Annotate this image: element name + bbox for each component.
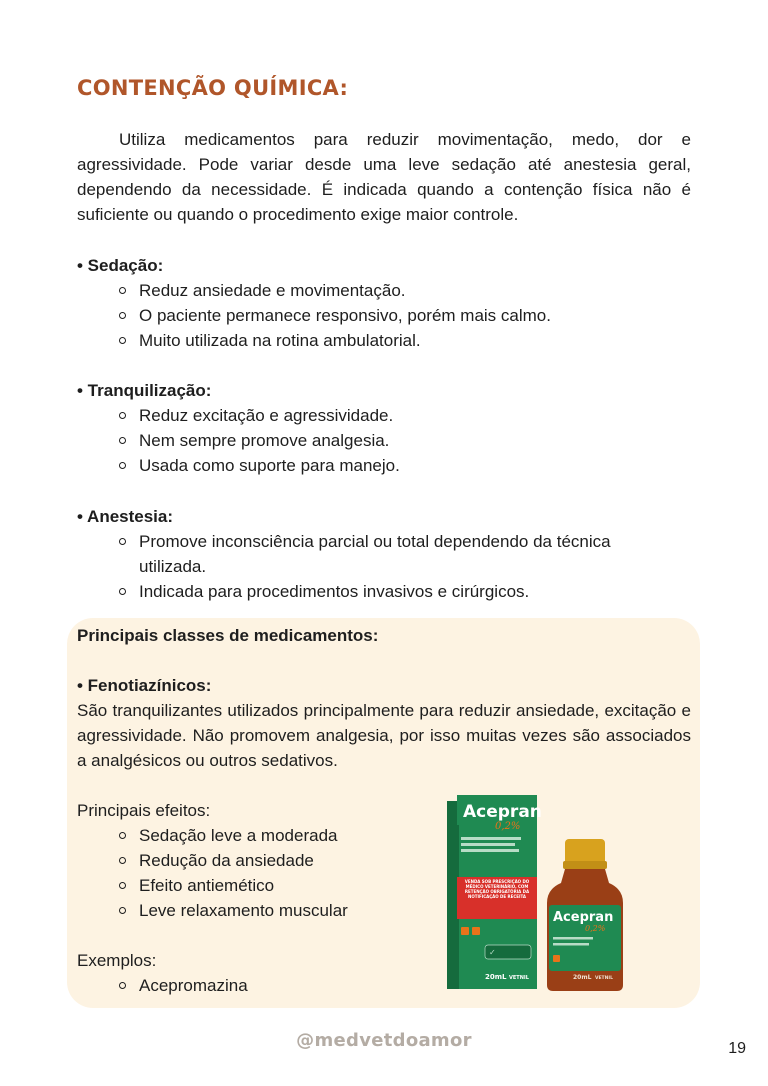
section-heading: • Tranquilização: bbox=[77, 381, 212, 400]
sub-list bbox=[77, 403, 697, 478]
list-item: Efeito antiemético bbox=[139, 873, 691, 898]
watermark-handle: @medvetdoamor bbox=[296, 1030, 472, 1051]
class-heading: • Fenotiazínicos: bbox=[77, 676, 212, 695]
box-brand: Acepran bbox=[463, 802, 542, 822]
list-item: Promove inconsciência parcial ou total dependendo da técnica utilizada. bbox=[139, 529, 657, 579]
section-tranquilizacao bbox=[77, 378, 697, 478]
circle-bullet-icon bbox=[119, 312, 126, 319]
circle-bullet-icon bbox=[119, 287, 126, 294]
circle-bullet-icon bbox=[119, 857, 126, 864]
bottle-volume: 20mL bbox=[573, 974, 592, 981]
box-warning: VENDA SOB PRESCRIÇÃO DO MÉDICO VETERINÁRIO, COM RETENÇÃO OBRIGATÓRIA DA NOTIFICAÇÃO DE RECEITA bbox=[464, 879, 530, 899]
list-item: Redução da ansiedade bbox=[139, 848, 691, 873]
effects-label: Principais efeitos: bbox=[77, 801, 211, 820]
list-item: Indicada para procedimentos invasivos e cirúrgicos. bbox=[139, 579, 657, 604]
sub-list bbox=[77, 529, 697, 604]
list-item: O paciente permanece responsivo, porém mais calmo. bbox=[139, 303, 697, 328]
sub-list bbox=[77, 278, 697, 353]
class-description: São tranquilizantes utilizados principalmente para reduzir ansiedade, excitação e agressividade. Não promovem analgesia, por isso muitas vezes são associados a analgésicos ou outros sedativos. bbox=[77, 701, 691, 770]
svg-text:✓: ✓ bbox=[489, 948, 496, 957]
box-maker: VETNIL bbox=[509, 975, 529, 981]
panel-heading: Principais classes de medicamentos: bbox=[77, 626, 379, 645]
circle-bullet-icon bbox=[119, 982, 126, 989]
section-heading: • Anestesia: bbox=[77, 507, 174, 526]
circle-bullet-icon bbox=[119, 588, 126, 595]
list-item: Reduz excitação e agressividade. bbox=[139, 403, 697, 428]
circle-bullet-icon bbox=[119, 437, 126, 444]
list-item: Usada como suporte para manejo. bbox=[139, 453, 697, 478]
list-item: Leve relaxamento muscular bbox=[139, 898, 691, 923]
box-volume: 20mL bbox=[485, 973, 507, 981]
list-item: Sedação leve a moderada bbox=[139, 823, 691, 848]
list-item: Nem sempre promove analgesia. bbox=[139, 428, 697, 453]
circle-bullet-icon bbox=[119, 337, 126, 344]
circle-bullet-icon bbox=[119, 538, 126, 545]
examples-label: Exemplos: bbox=[77, 951, 157, 970]
acepran-product-image bbox=[445, 793, 645, 993]
circle-bullet-icon bbox=[119, 412, 126, 419]
circle-bullet-icon bbox=[119, 832, 126, 839]
box-concentration: 0,2% bbox=[495, 821, 521, 832]
intro-paragraph: Utiliza medicamentos para reduzir movimentação, medo, dor e agressividade. Pode variar desde uma leve sedação até anestesia geral, dependendo da necessidade. É indicada quando a contenção física não é suficiente ou quando o procedimento exige maior controle. bbox=[77, 130, 691, 224]
circle-bullet-icon bbox=[119, 882, 126, 889]
list-item: Muito utilizada na rotina ambulatorial. bbox=[139, 328, 697, 353]
bottle-maker: VETNIL bbox=[595, 976, 613, 981]
section-anestesia bbox=[77, 504, 697, 604]
page-number: 19 bbox=[728, 1040, 746, 1057]
bottle-concentration: 0,2% bbox=[585, 924, 606, 933]
list-item: Acepromazina bbox=[139, 973, 691, 998]
circle-bullet-icon bbox=[119, 907, 126, 914]
acepran-bottle bbox=[547, 839, 623, 991]
section-sedacao bbox=[77, 253, 697, 353]
circle-bullet-icon bbox=[119, 462, 126, 469]
acepran-box bbox=[447, 795, 542, 989]
page-title: CONTENÇÃO QUÍMICA: bbox=[77, 76, 349, 100]
section-heading: • Sedação: bbox=[77, 256, 164, 275]
list-item: Reduz ansiedade e movimentação. bbox=[139, 278, 697, 303]
bottle-brand: Acepran bbox=[553, 910, 614, 925]
